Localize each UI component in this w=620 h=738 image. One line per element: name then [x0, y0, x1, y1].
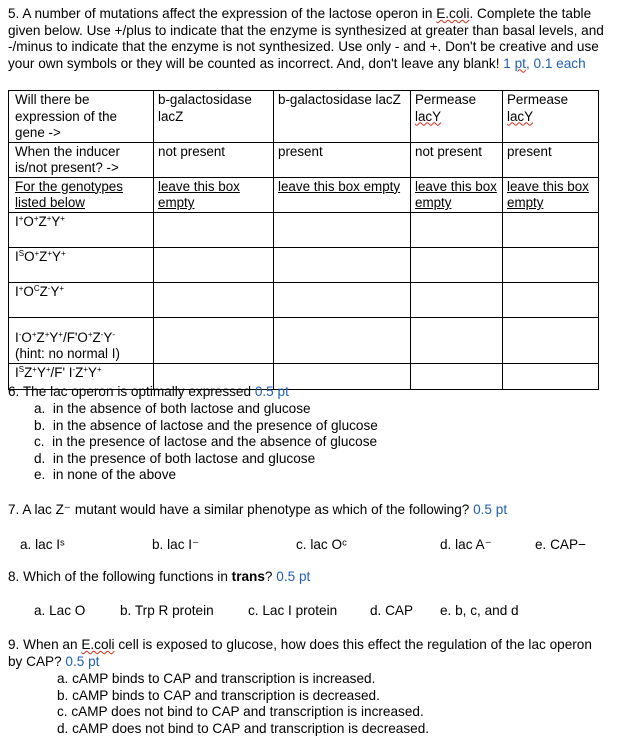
q9-option-d[interactable]: d. cAMP does not bind to CAP and transcription is decreased.: [57, 720, 430, 736]
q9-option-b[interactable]: b. cAMP binds to CAP and transcription is decreased.: [57, 687, 380, 703]
genotype-cell: [9, 317, 154, 363]
q9-option-a[interactable]: a. cAMP binds to CAP and transcription is increased.: [57, 671, 376, 686]
header-cell: Will there be expression of the gene ->: [9, 91, 154, 143]
q9-points: 0.5 pt: [65, 653, 100, 669]
genotype-cell: [9, 247, 154, 282]
question-7-stem: [8, 502, 507, 519]
q7-option-b[interactable]: b. lac I⁻: [152, 537, 200, 552]
header-cell: b-galactosidase lacZ: [274, 91, 411, 143]
header-cell: [411, 91, 503, 143]
genotype-formatted: $I^+O^CZ^-Y^+$: [15, 283, 65, 299]
table-row: [9, 247, 599, 282]
question-5: [8, 6, 614, 72]
answer-cell[interactable]: [411, 282, 503, 317]
empty-instruction: leave this box empty: [154, 177, 274, 212]
genotype-formatted: I+O+Z+Y+: [15, 213, 65, 229]
answer-cell[interactable]: [503, 212, 599, 247]
answer-cell[interactable]: [274, 247, 411, 282]
answer-cell[interactable]: [411, 363, 503, 389]
genotype-formatted: I-O+Z+Y+/F'O+Z-Y-: [15, 329, 115, 345]
q7-option-c[interactable]: c. lac Oᶜ: [296, 537, 347, 552]
table-row: [9, 212, 599, 247]
answer-cell[interactable]: [411, 212, 503, 247]
answer-cell[interactable]: [274, 212, 411, 247]
question-6-options: [34, 401, 378, 484]
genotype-hint: (hint: no normal I): [15, 346, 120, 361]
q6-option-a[interactable]: a. in the absence of both lactose and glucose: [34, 401, 311, 416]
q8-option-e[interactable]: e. b, c, and d: [440, 603, 519, 618]
question-9-options: [57, 671, 429, 737]
q8-stem-text-2: ?: [264, 569, 277, 584]
answer-cell[interactable]: [154, 282, 274, 317]
inducer-cell: not present: [154, 142, 274, 177]
q6-option-b[interactable]: b. in the absence of lactose and the presence of glucose: [34, 417, 378, 433]
q9-option-c[interactable]: c. cAMP does not bind to CAP and transcription is increased.: [57, 704, 424, 719]
q5-points-b: , 0.1 each: [525, 55, 586, 71]
empty-instruction: leave this box empty: [503, 177, 599, 212]
mutation-table: [8, 90, 599, 390]
empty-instruction: leave this box empty: [274, 177, 411, 212]
inducer-label: When the inducer is/not present? ->: [9, 142, 154, 177]
answer-cell[interactable]: [154, 212, 274, 247]
q7-option-d[interactable]: d. lac A⁻: [440, 537, 492, 552]
header-cell: [503, 91, 599, 143]
q8-option-c[interactable]: c. Lac I protein: [248, 603, 338, 618]
genotype-cell: [9, 212, 154, 247]
q6-option-c[interactable]: c. in the presence of lactose and the absence of glucose: [34, 434, 378, 449]
q5-points-pt: pt: [514, 55, 526, 71]
q5-text-a: 5. A number of mutations affect the expression of the lactose operon in: [8, 6, 437, 21]
q5-points-a: 1: [503, 55, 515, 71]
table-row: [9, 282, 599, 317]
inducer-cell: present: [274, 142, 411, 177]
answer-cell[interactable]: [274, 363, 411, 389]
answer-cell[interactable]: [274, 317, 411, 363]
answer-cell[interactable]: [154, 317, 274, 363]
genotype-label: For the genotypes listed below: [9, 177, 154, 212]
header-permease: Permease: [507, 92, 569, 107]
header-lacy: lacY: [507, 108, 534, 124]
q5-text-b: . Complete the table given below. Use +/plus to indicate that the enzyme is synthesized at greater than basal levels, and -/minus to indicate that the enzyme is not synthesized. Use only - and +. Don't be creative and use your own symbols or they will be counted as incorrect. And, don't leave any blank!: [8, 6, 604, 71]
q8-stem-text: 8. Which of the following functions in: [8, 569, 232, 584]
answer-cell[interactable]: [503, 317, 599, 363]
q6-option-e[interactable]: e. in none of the above: [34, 467, 177, 482]
q6-points: 0.5 pt: [254, 384, 289, 399]
q9-ecoli: E.coli: [81, 637, 115, 652]
genotype-formatted: $I^SO^+Z^+Y^+$: [15, 248, 66, 264]
answer-cell[interactable]: [503, 247, 599, 282]
header-lacy: lacY: [415, 108, 442, 124]
inducer-cell: not present: [411, 142, 503, 177]
q8-option-b[interactable]: b. Trp R protein: [120, 603, 214, 618]
q5-ecoli: E.coli: [436, 6, 470, 21]
table-row: [9, 317, 599, 363]
genotype-formatted: $I^SZ^+Y^+/F'$ I-Z+Y+: [15, 364, 102, 380]
question-8-stem: [8, 569, 310, 586]
header-cell: b-galactosidase lacZ: [154, 91, 274, 143]
q9-stem-a: 9. When an: [8, 637, 82, 652]
q7-stem-text: 7. A lac Z⁻ mutant would have a similar phenotype as which of the following?: [8, 502, 474, 517]
q8-option-a[interactable]: a. Lac O: [34, 603, 86, 618]
empty-instruction: leave this box empty: [411, 177, 503, 212]
inducer-cell: present: [503, 142, 599, 177]
question-6-stem: [8, 384, 289, 401]
genotype-cell: [9, 282, 154, 317]
q7-option-a[interactable]: a. lac Iˢ: [20, 537, 65, 552]
q6-option-d[interactable]: d. in the presence of both lactose and glucose: [34, 450, 316, 466]
inducer-row: [9, 142, 599, 177]
answer-cell[interactable]: [503, 282, 599, 317]
q8-option-d[interactable]: d. CAP: [370, 603, 414, 618]
answer-cell[interactable]: [411, 247, 503, 282]
question-5-text: [8, 6, 614, 72]
answer-cell[interactable]: [503, 363, 599, 389]
q7-option-e[interactable]: e. CAP−: [535, 537, 587, 552]
answer-cell[interactable]: [274, 282, 411, 317]
q6-stem-text: 6. The lac operon is optimally expressed: [8, 384, 255, 399]
genotype-header-row: [9, 177, 599, 212]
q7-points: 0.5 pt: [473, 502, 508, 517]
question-9-stem: [8, 637, 608, 670]
answer-cell[interactable]: [154, 247, 274, 282]
q9-stem-b: cell is exposed to glucose, how does this effect the regulation of the lac operon by CAP?: [8, 637, 592, 669]
q8-points: 0.5 pt: [276, 569, 311, 584]
table-header-row: [9, 91, 599, 143]
header-permease: Permease: [415, 92, 477, 107]
answer-cell[interactable]: [411, 317, 503, 363]
q8-trans: trans: [231, 569, 265, 584]
